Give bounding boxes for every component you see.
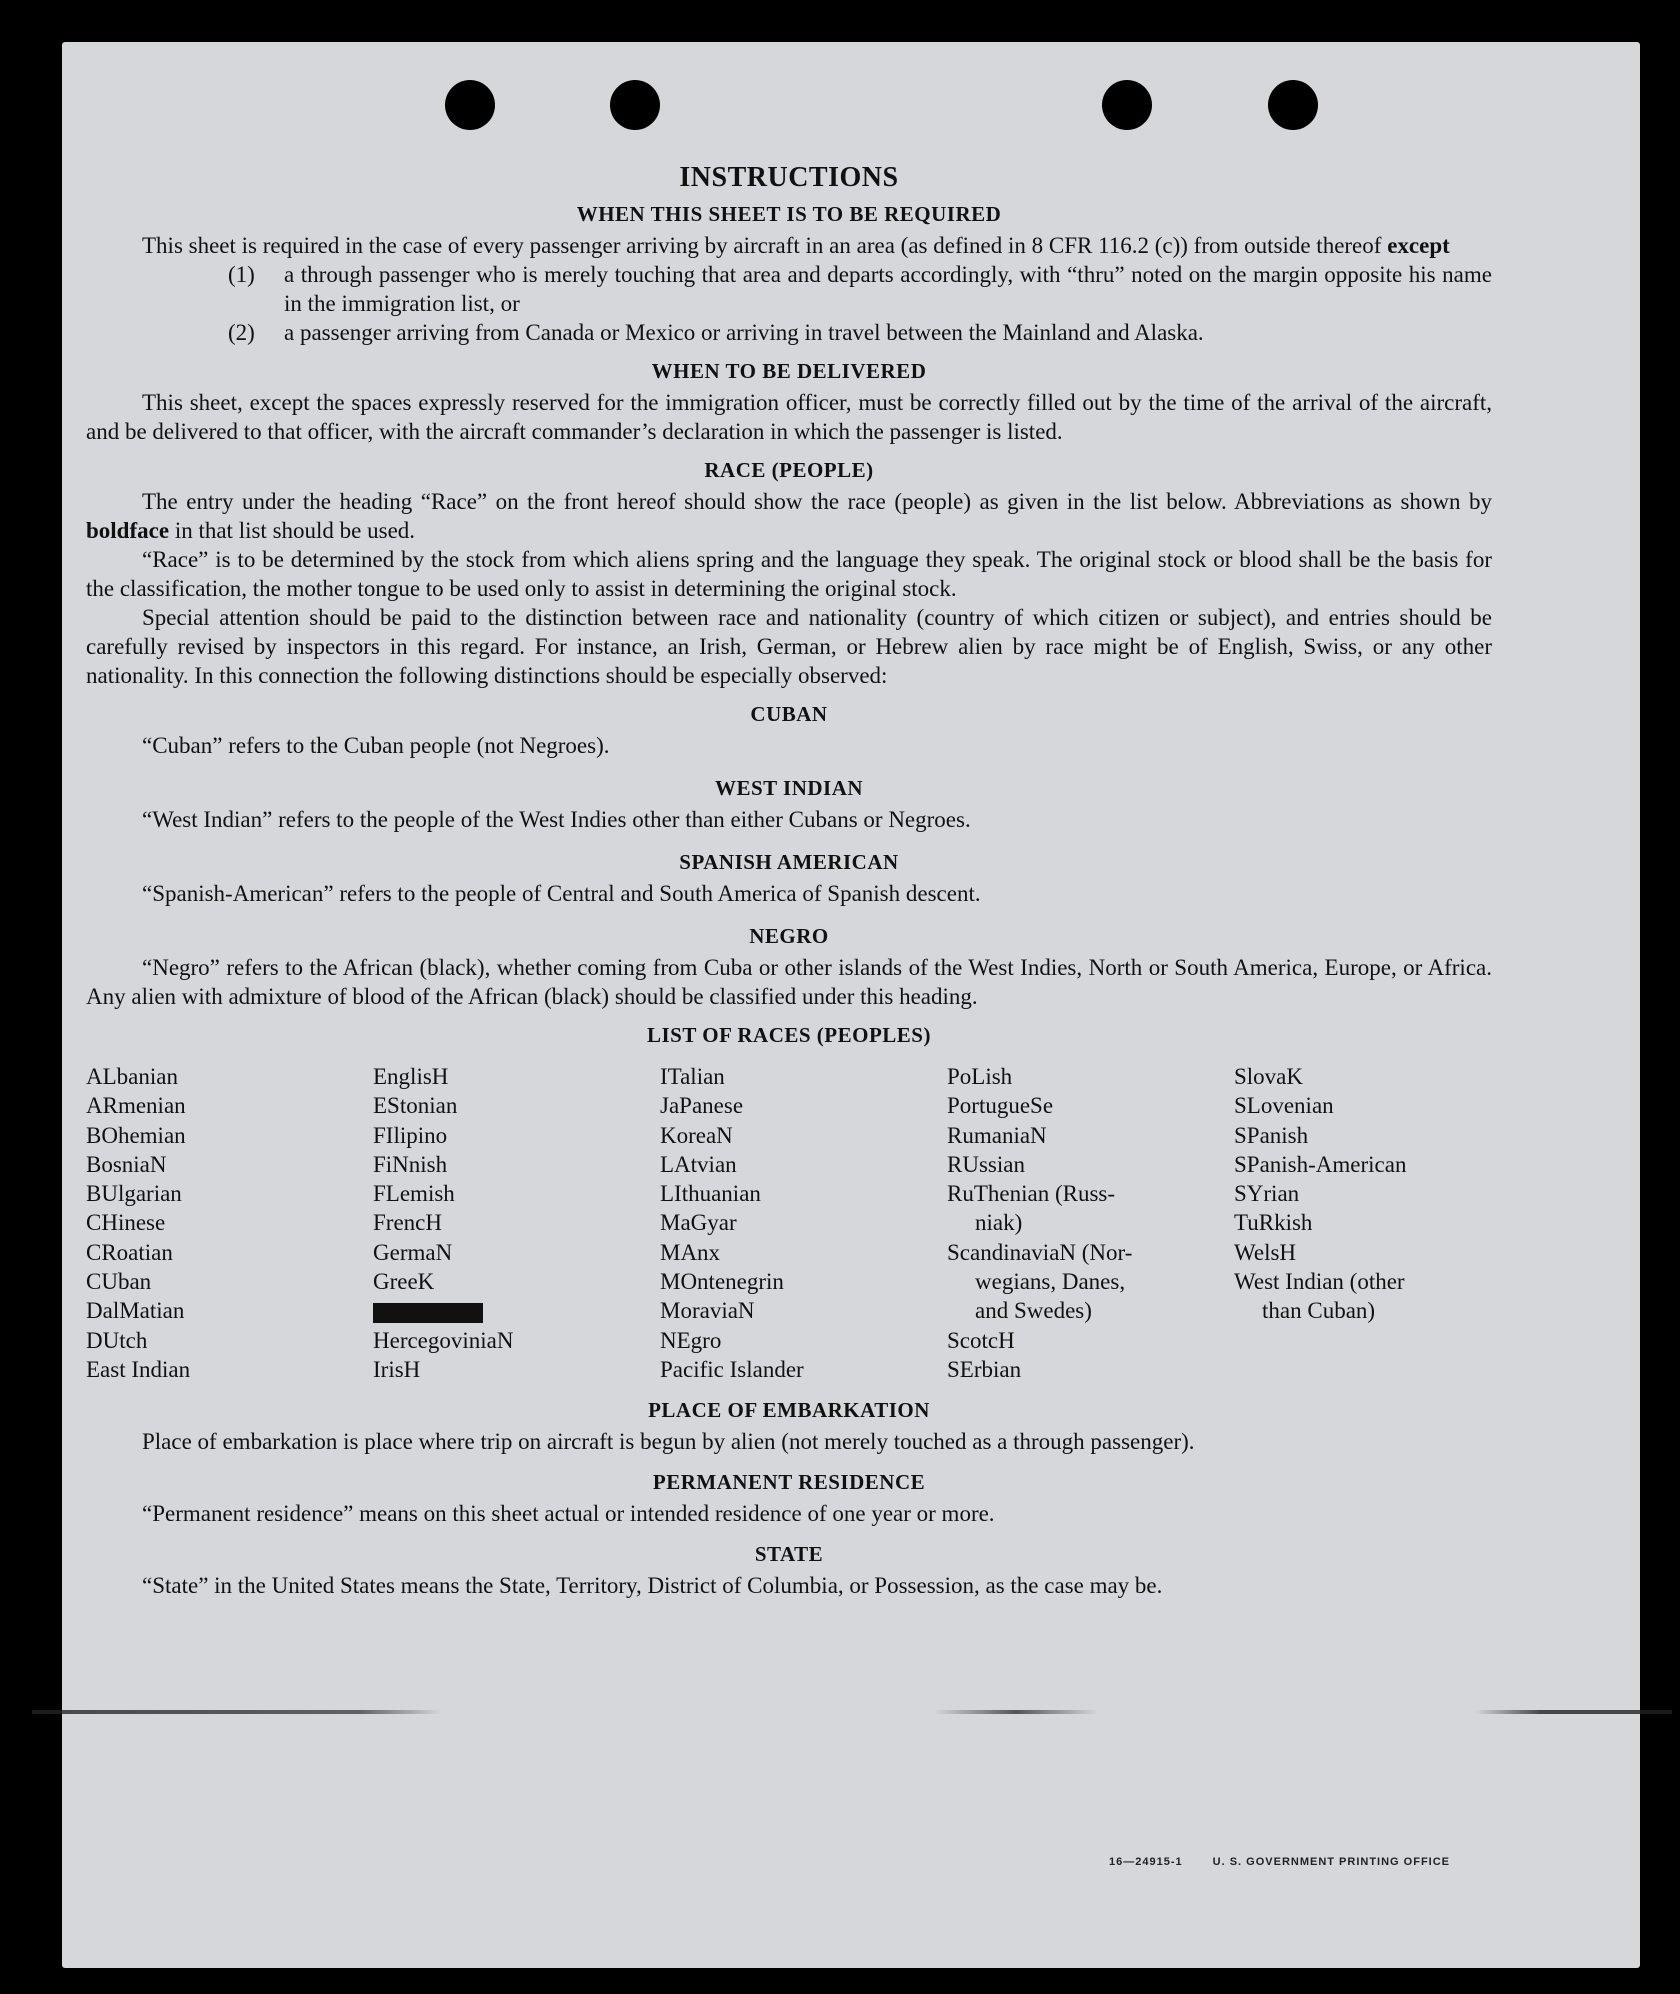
embarkation-text: Place of embarkation is place where trip on aircraft is begun by alien (not merely touched as a through passenger). — [142, 1429, 1195, 1455]
race-entry: BUlgarian — [86, 1181, 182, 1207]
race-entry: FLemish — [373, 1181, 455, 1207]
item-text: a through passenger who is merely touching that area and departs accordingly, with “thru” noted on the margin opposite his name in the immigration list, or — [284, 262, 1492, 316]
race-entry: LIthuanian — [660, 1181, 761, 1207]
race-paragraph-1 — [86, 487, 1492, 545]
race-p1-text: The entry under the heading “Race” on the front hereof should show the race (people) as given in the list below. Abbreviations as shown by — [142, 489, 1492, 514]
race-entry: EStonian — [373, 1093, 458, 1119]
delivered-text: This sheet, except the spaces expressly reserved for the immigration officer, must be correctly filled out by the time of the arrival of the aircraft, and be delivered to that officer, with the aircraft commander’s declaration in which the passenger is listed. — [86, 390, 1492, 444]
item-text: a passenger arriving from Canada or Mexico or arriving in travel between the Mainland and Alaska. — [284, 320, 1204, 345]
race-entry: KoreaN — [660, 1122, 733, 1148]
item-number: (2) — [228, 320, 255, 345]
races-column — [947, 1062, 1234, 1384]
race-entry: SErbian — [947, 1356, 1022, 1382]
section-heading-list: LIST OF RACES (PEOPLES) — [647, 1023, 931, 1047]
form-number: 16—24915-1 — [1109, 1856, 1183, 1868]
race-entry-continued: than Cuban) — [1262, 1298, 1376, 1324]
race-entry: RuThenian (Russ- — [947, 1181, 1116, 1207]
punch-hole — [610, 80, 660, 130]
instructions-body — [86, 162, 1492, 1600]
redaction-mark — [373, 1303, 483, 1323]
race-entry: ALbanian — [86, 1064, 178, 1089]
section-heading-cuban: CUBAN — [750, 702, 828, 726]
state-text: “State” in the United States means the State, Territory, District of Columbia, or Possession, as the case may be. — [142, 1573, 1163, 1599]
print-footer — [1079, 1856, 1450, 1868]
exception-item — [86, 318, 1492, 347]
race-entry: SPanish — [1234, 1122, 1309, 1148]
race-entry: West Indian (other — [1234, 1269, 1405, 1295]
race-entry: CRoatian — [86, 1239, 173, 1265]
residence-text: “Permanent residence” means on this sheet actual or intended residence of one year or more. — [142, 1501, 995, 1527]
required-intro-text: This sheet is required in the case of every passenger arriving by aircraft in an area (as defined in 8 CFR 116.2 (c)) from outside thereof — [142, 233, 1388, 258]
race-entry: DUtch — [86, 1327, 148, 1353]
cuban-text: “Cuban” refers to the Cuban people (not Negroes). — [142, 733, 610, 758]
race-entry: EnglisH — [373, 1064, 449, 1089]
section-heading-state: STATE — [754, 1542, 824, 1567]
race-entry: SLovenian — [1234, 1093, 1334, 1119]
section-heading-delivered: WHEN TO BE DELIVERED — [651, 359, 927, 383]
race-entry: MAnx — [660, 1239, 721, 1265]
race-entry: East Indian — [86, 1356, 191, 1382]
races-column — [660, 1062, 947, 1384]
race-entry: SPanish-American — [1234, 1151, 1407, 1177]
race-entry: ITalian — [660, 1064, 725, 1089]
section-heading-required: WHEN THIS SHEET IS TO BE REQUIRED — [576, 202, 1002, 226]
race-entry: WelsH — [1234, 1239, 1297, 1265]
race-entry: MOntenegrin — [660, 1269, 784, 1295]
required-intro-bold: except — [1387, 233, 1450, 258]
race-entry: FrencH — [373, 1210, 442, 1236]
tear-line — [32, 1710, 1672, 1714]
page-title: INSTRUCTIONS — [679, 162, 899, 193]
race-entry: SlovaK — [1234, 1064, 1303, 1089]
race-entry: ARmenian — [86, 1093, 186, 1119]
race-paragraph-2: “Race” is to be determined by the stock from which aliens spring and the language they speak. The original stock or blood shall be the basis for the classification, the mother tongue to be used only to assist in determining the original stock. — [86, 547, 1492, 601]
item-number: (1) — [228, 262, 255, 287]
race-entry: GermaN — [373, 1239, 453, 1265]
spanish-american-text: “Spanish-American” refers to the people of Central and South America of Spanish descent. — [142, 881, 981, 906]
race-entry: RUssian — [947, 1151, 1025, 1177]
race-entry: PortugueSe — [947, 1093, 1054, 1119]
exception-item — [86, 260, 1492, 318]
redacted-entry — [373, 1296, 660, 1325]
race-entry-continued: wegians, Danes, — [975, 1269, 1126, 1295]
race-p1-bold: boldface — [86, 518, 170, 543]
race-entry: TuRkish — [1234, 1210, 1313, 1236]
races-column — [373, 1062, 660, 1384]
section-heading-residence: PERMANENT RESIDENCE — [652, 1470, 926, 1495]
race-entry: ScandinaviaN (Nor- — [947, 1239, 1133, 1265]
form-sheet — [62, 42, 1640, 1968]
section-heading-spanish-american: SPANISH AMERICAN — [679, 850, 899, 874]
required-intro — [86, 231, 1492, 260]
race-entry: FiNnish — [373, 1151, 448, 1177]
punch-hole — [445, 80, 495, 130]
race-entry: HercegoviniaN — [373, 1327, 514, 1353]
race-entry: PoLish — [947, 1064, 1013, 1089]
race-entry-continued: niak) — [975, 1210, 1023, 1236]
punch-hole — [1102, 80, 1152, 130]
race-entry: CUban — [86, 1269, 152, 1295]
races-column — [86, 1062, 373, 1384]
race-entry: DalMatian — [86, 1298, 185, 1324]
race-entry: BOhemian — [86, 1122, 186, 1148]
race-entry: BosniaN — [86, 1151, 167, 1177]
race-entry: Pacific Islander — [660, 1356, 804, 1382]
section-heading-west-indian: WEST INDIAN — [714, 776, 864, 800]
race-entry: CHinese — [86, 1210, 166, 1236]
section-heading-negro: NEGRO — [749, 924, 829, 948]
races-column — [1234, 1062, 1492, 1384]
race-entry: ScotcH — [947, 1327, 1015, 1353]
negro-text: “Negro” refers to the African (black), whether coming from Cuba or other islands of the West Indies, North or South America, Europe, or Africa. Any alien with admixture of blood of the African (black) should be classified under this heading. — [86, 955, 1492, 1009]
race-entry: SYrian — [1234, 1181, 1300, 1207]
west-indian-text: “West Indian” refers to the people of the West Indies other than either Cubans or Negroes. — [142, 807, 971, 832]
punch-hole — [1268, 80, 1318, 130]
section-heading-embarkation: PLACE OF EMBARKATION — [648, 1398, 930, 1423]
race-entry: FIlipino — [373, 1122, 448, 1148]
race-entry: MoraviaN — [660, 1298, 755, 1324]
race-paragraph-3: Special attention should be paid to the distinction between race and nationality (country of which citizen or subject), and entries should be carefully revised by inspectors in this regard. For instance, an Irish, German, or Hebrew alien by race might be of English, Swiss, or any other nationality. In this connection the following distinctions should be especially observed: — [86, 605, 1492, 688]
section-heading-race: RACE (PEOPLE) — [704, 458, 874, 482]
race-p1-tail: in that list should be used. — [169, 518, 416, 543]
printer-credit: U. S. GOVERNMENT PRINTING OFFICE — [1212, 1856, 1450, 1868]
race-entry: GreeK — [373, 1269, 435, 1295]
race-entry: IrisH — [373, 1356, 421, 1382]
race-entry: JaPanese — [660, 1093, 744, 1119]
race-entry: RumaniaN — [947, 1122, 1047, 1148]
race-entry: NEgro — [660, 1327, 722, 1353]
race-entry: MaGyar — [660, 1210, 737, 1236]
races-list — [86, 1062, 1492, 1384]
race-entry: LAtvian — [660, 1151, 737, 1177]
race-entry-continued: and Swedes) — [975, 1298, 1092, 1324]
